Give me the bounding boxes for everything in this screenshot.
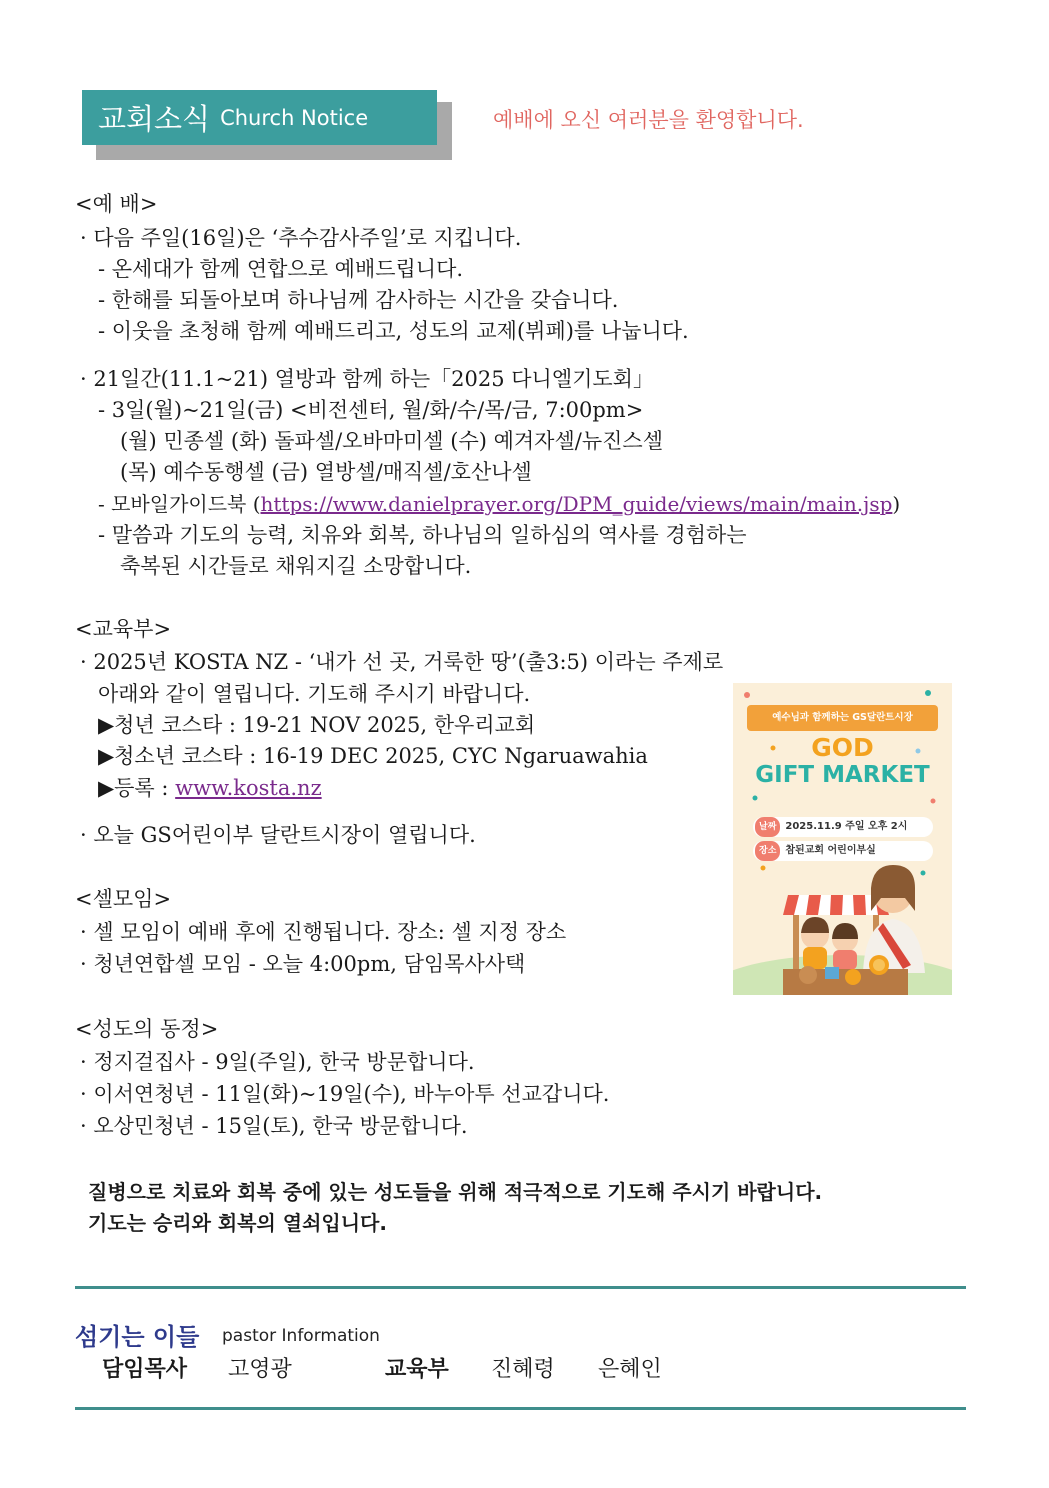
worship-line: · 21일간(11.1~21) 열방과 함께 하는「2025 다니엘기도회」 bbox=[80, 367, 654, 391]
senior-pastor-name: 고영광 bbox=[228, 1357, 292, 1382]
cell-line: · 청년연합셀 모임 - 오늘 4:00pm, 담임목사사택 bbox=[80, 952, 526, 976]
prayer-request: 질병으로 치료와 회복 중에 있는 성도들을 위해 적극적으로 기도해 주시기 바랍니다. bbox=[88, 1180, 823, 1204]
prayer-motto: 기도는 승리와 회복의 열쇠입니다. bbox=[88, 1211, 387, 1235]
education-staff-name: 진혜령 bbox=[491, 1357, 555, 1382]
worship-line: (목) 예수동행셀 (금) 열방셀/매직셀/호산나셀 bbox=[120, 460, 532, 484]
worship-line: 축복된 시간들로 채워지길 소망합니다. bbox=[120, 554, 472, 578]
footer-subtitle: pastor Information bbox=[222, 1326, 380, 1346]
senior-pastor-label: 담임목사 bbox=[102, 1357, 188, 1382]
poster-date bbox=[753, 817, 933, 837]
guidebook-line bbox=[98, 489, 900, 520]
poster-place-value: 참된교회 어린이부실 bbox=[785, 845, 876, 856]
poster-place-tag: 장소 bbox=[755, 841, 780, 861]
guidebook-label: - 모바일가이드북 ( bbox=[98, 492, 261, 516]
footer-title: 섬기는 이들 bbox=[75, 1323, 200, 1351]
worship-line: · 다음 주일(16일)은 ‘추수감사주일’로 지킵니다. bbox=[80, 226, 522, 250]
cell-heading: <셀모임> bbox=[75, 887, 172, 911]
registration-label: ▶등록 : bbox=[98, 776, 176, 800]
worship-line: - 온세대가 함께 연합으로 예배드립니다. bbox=[98, 257, 464, 281]
header-title-en: Church Notice bbox=[220, 105, 369, 130]
worship-line: - 3일(월)~21일(금) <비전센터, 월/화/수/목/금, 7:00pm> bbox=[98, 398, 644, 422]
worship-line: - 말씀과 기도의 능력, 치유와 회복, 하나님의 일하심의 역사를 경험하는 bbox=[98, 523, 747, 547]
education-line: · 2025년 KOSTA NZ - ‘내가 선 곳, 거룩한 땅’(출3:5) 이라는 주제로 bbox=[80, 650, 724, 674]
footer-top-rule bbox=[75, 1286, 966, 1289]
poster-banner: 예수님과 함께하는 GS달란트시장 bbox=[747, 705, 938, 731]
gift-market-poster bbox=[733, 683, 952, 995]
header-title-ko: 교회소식 bbox=[98, 102, 211, 136]
welcome-message: 예배에 오신 여러분을 환영합니다. bbox=[493, 108, 804, 132]
poster-title-gift-market: GIFT MARKET bbox=[755, 762, 930, 788]
education-heading: <교육부> bbox=[75, 617, 172, 641]
education-line: ▶청소년 코스타 : 16-19 DEC 2025, CYC Ngaruawahia bbox=[98, 744, 648, 768]
education-staff-name: 은혜인 bbox=[598, 1357, 662, 1382]
worship-heading: <예 배> bbox=[75, 192, 158, 216]
education-line: ▶청년 코스타 : 19-21 NOV 2025, 한우리교회 bbox=[98, 713, 536, 737]
poster-title-god: GOD bbox=[811, 733, 874, 762]
guidebook-link[interactable]: https://www.danielprayer.org/DPM_guide/views/main/main.jsp bbox=[260, 492, 893, 516]
kosta-link[interactable]: www.kosta.nz bbox=[175, 776, 322, 800]
footer-bottom-rule bbox=[75, 1407, 966, 1410]
header-title-box bbox=[82, 90, 437, 145]
members-line: · 이서연청년 - 11일(화)~19일(수), 바누아투 선교갑니다. bbox=[80, 1082, 610, 1106]
worship-line: - 이웃을 초청해 함께 예배드리고, 성도의 교제(뷔페)를 나눕니다. bbox=[98, 319, 689, 343]
members-line: · 정지걸집사 - 9일(주일), 한국 방문합니다. bbox=[80, 1050, 475, 1074]
poster-place bbox=[753, 841, 933, 861]
worship-line: (월) 민종셀 (화) 돌파셀/오바마미셀 (수) 예겨자셀/뉴진스셀 bbox=[120, 429, 663, 453]
members-line: · 오상민청년 - 15일(토), 한국 방문합니다. bbox=[80, 1114, 468, 1138]
education-line: · 오늘 GS어린이부 달란트시장이 열립니다. bbox=[80, 823, 476, 847]
worship-line: - 한해를 되돌아보며 하나님께 감사하는 시간을 갖습니다. bbox=[98, 288, 619, 312]
poster-date-tag: 날짜 bbox=[755, 817, 780, 837]
poster-date-value: 2025.11.9 주일 오후 2시 bbox=[785, 821, 908, 832]
guidebook-close: ) bbox=[892, 492, 901, 516]
registration-line bbox=[98, 773, 322, 804]
cell-line: · 셀 모임이 예배 후에 진행됩니다. 장소: 셀 지정 장소 bbox=[80, 920, 567, 944]
members-heading: <성도의 동정> bbox=[75, 1017, 219, 1041]
education-line: 아래와 같이 열립니다. 기도해 주시기 바랍니다. bbox=[98, 682, 531, 706]
education-dept-label: 교육부 bbox=[385, 1357, 449, 1382]
